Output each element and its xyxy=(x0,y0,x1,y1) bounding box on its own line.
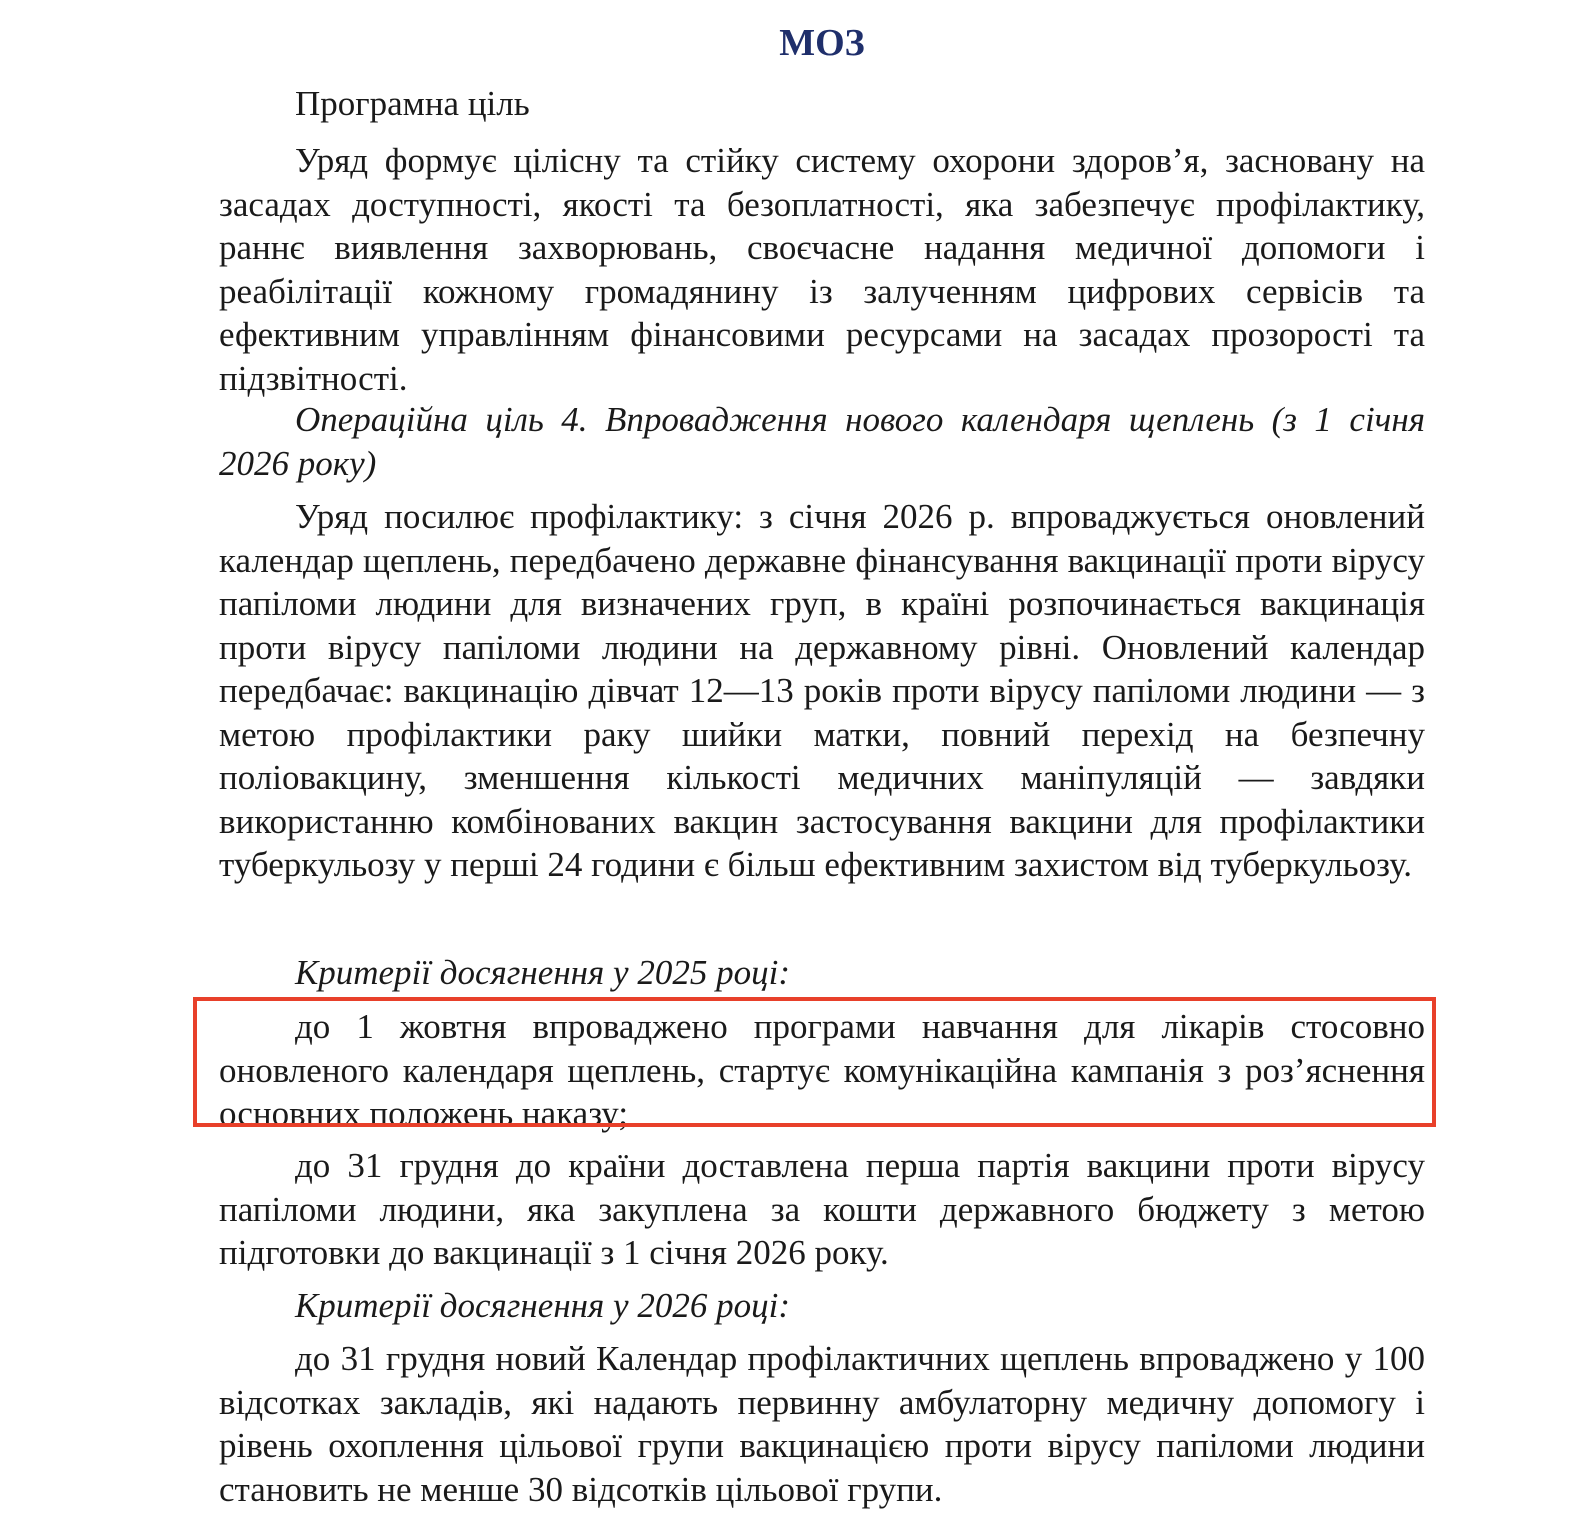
criteria-2026-item-1: до 31 грудня новий Календар профілактичних щеплень впроваджено у 100 відсотках закладів, які надають первинну амбулаторну медичну допомогу і рівень охоплення цільової групи вакцинацією проти вірусу папіломи людини становить не менше 30 відсотків цільової групи. xyxy=(219,1339,1425,1509)
operational-goal-text: Уряд посилює профілактику: з січня 2026 р. впроваджується оновлений календар щеплень, передбачено державне фінансування вакцинації проти вірусу папіломи людини для визначених груп, в країні розпочинається вакцинація проти вірусу папіломи людини на державному рівні. Оновлений календар передбачає: вакцинацію дівчат 12—13 років проти вірусу папіломи людини — з метою профілактики раку шийки матки, повний перехід на безпечну поліовакцину, зменшення кількості медичних маніпуляцій — завдяки використанню комбінованих вакцин застосування вакцини для профілактики туберкульозу у перші 24 години є більш ефективним захистом від туберкульозу. xyxy=(219,497,1425,884)
document-header: МОЗ xyxy=(779,22,865,64)
criteria-2026-title: Критерії досягнення у 2026 році: xyxy=(295,1286,790,1325)
criteria-2025-item-2: до 31 грудня до країни доставлена перша партія вакцини проти вірусу папіломи людини, яка закуплена за кошти державного бюджету з метою підготовки до вакцинації з 1 січня 2026 року. xyxy=(219,1146,1425,1272)
program-goal-text: Уряд формує цілісну та стійку систему охорони здоров’я, засновану на засадах доступності, якості та безоплатності, яка забезпечує профілактику, раннє виявлення захворювань, своєчасне надання медичної допомоги і реабілітації кожному громадянину із залученням цифрових сервісів та ефективним управлінням фінансовими ресурсами на засадах прозорості та підзвітності. xyxy=(219,141,1425,398)
criteria-2025-item-1: до 1 жовтня впроваджено програми навчання для лікарів стосовно оновленого календаря щеплень, стартує комунікаційна кампанія з роз’яснення основних положень наказу; xyxy=(219,1007,1425,1133)
operational-goal-title: Операційна ціль 4. Впровадження нового календаря щеплень (з 1 січня 2026 року) xyxy=(219,400,1425,483)
program-goal-title: Програмна ціль xyxy=(295,84,530,123)
criteria-2025-title: Критерії досягнення у 2025 році: xyxy=(295,953,790,992)
